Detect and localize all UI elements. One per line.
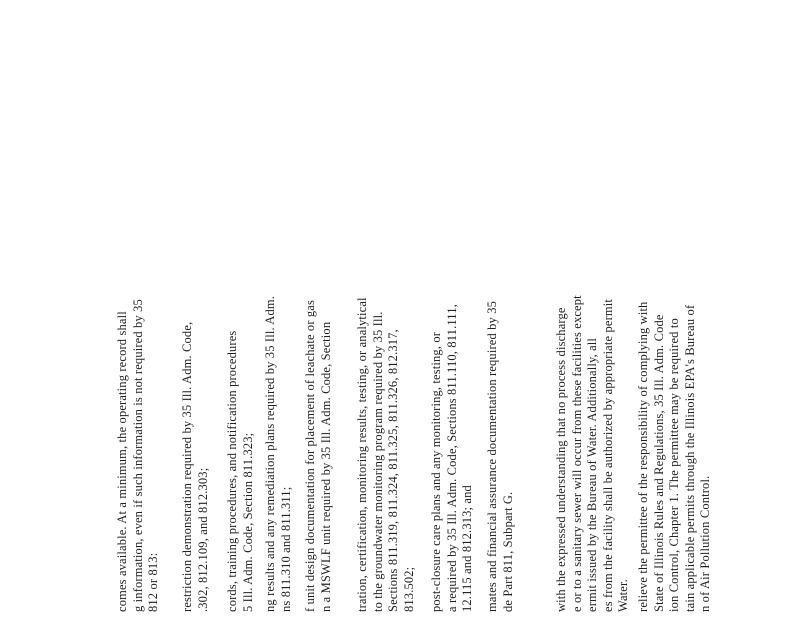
document-text-line: comes available. At a minimum, the operating record shall	[115, 311, 129, 612]
document-text-line: n of Air Pollution Control.	[698, 475, 712, 612]
document-text-line: g information, even if such information is not required by 35	[130, 299, 145, 612]
document-text-line: cords, training procedures, and notification procedures	[225, 330, 239, 612]
document-text-line: 812 or 813:	[146, 552, 160, 612]
document-text-line: post-closure care plans and any monitoring, testing, or	[429, 331, 443, 612]
document-text-line: relieve the permittee of the responsibility of complying with	[636, 301, 650, 612]
document-text-line: es from the facility shall be authorized by appropriate permit	[600, 298, 615, 612]
document-text-line: ermit issued by the Bureau of Water. Additionally, all	[585, 337, 599, 612]
document-text-line: to the groundwater monitoring program required by 35 Ill.	[370, 311, 385, 612]
document-text-line: .302, 812.109, and 812.303;	[195, 467, 210, 612]
document-text-line: ng results and any remediation plans required by 35 Ill. Adm.	[263, 295, 277, 612]
document-text-line: Sections 811.319, 811.324, 811.325, 811.326, 812.317,	[386, 329, 400, 612]
document-text-line: tration, certification, monitoring results, testing, or analytical	[355, 297, 369, 612]
document-text-line: n a MSWLF unit required by 35 Ill. Adm. Code, Section	[318, 321, 333, 612]
document-text-line: f unit design documentation for placement of leachate or gas	[303, 299, 317, 612]
document-text-line: e or to a sanitary sewer will occur from these facilities except	[569, 295, 584, 612]
document-text-line: Water.	[616, 579, 630, 612]
document-text-line: State of Illinois Rules and Regulations, 35 Ill. Adm. Code	[651, 314, 666, 612]
document-text-line: ns 811.310 and 811.311;	[278, 486, 293, 612]
document-text-line: with the expressed understanding that no process discharge	[554, 307, 568, 612]
document-text-line: a required by 35 Ill. Adm. Code, Sections 811.110, 811.111,	[444, 304, 459, 612]
document-text-line: mates and financial assurance documentation required by 35	[485, 300, 499, 612]
document-text-line: restriction demonstration required by 35 Ill. Adm. Code,	[180, 321, 194, 612]
document-text-line: ion Control, Chapter 1. The permittee may be required to	[667, 318, 681, 612]
document-text-line: 12.115 and 812.313; and	[460, 485, 474, 612]
document-text-line: 5 Ill. Adm. Code, Section 811.323;	[240, 432, 255, 612]
document-text-line: de Part 811, Subpart G.	[500, 491, 515, 612]
document-text-line: tain applicable permits through the Illinois EPA's Bureau of	[682, 304, 697, 612]
document-text-line: 813.502;	[401, 566, 416, 612]
